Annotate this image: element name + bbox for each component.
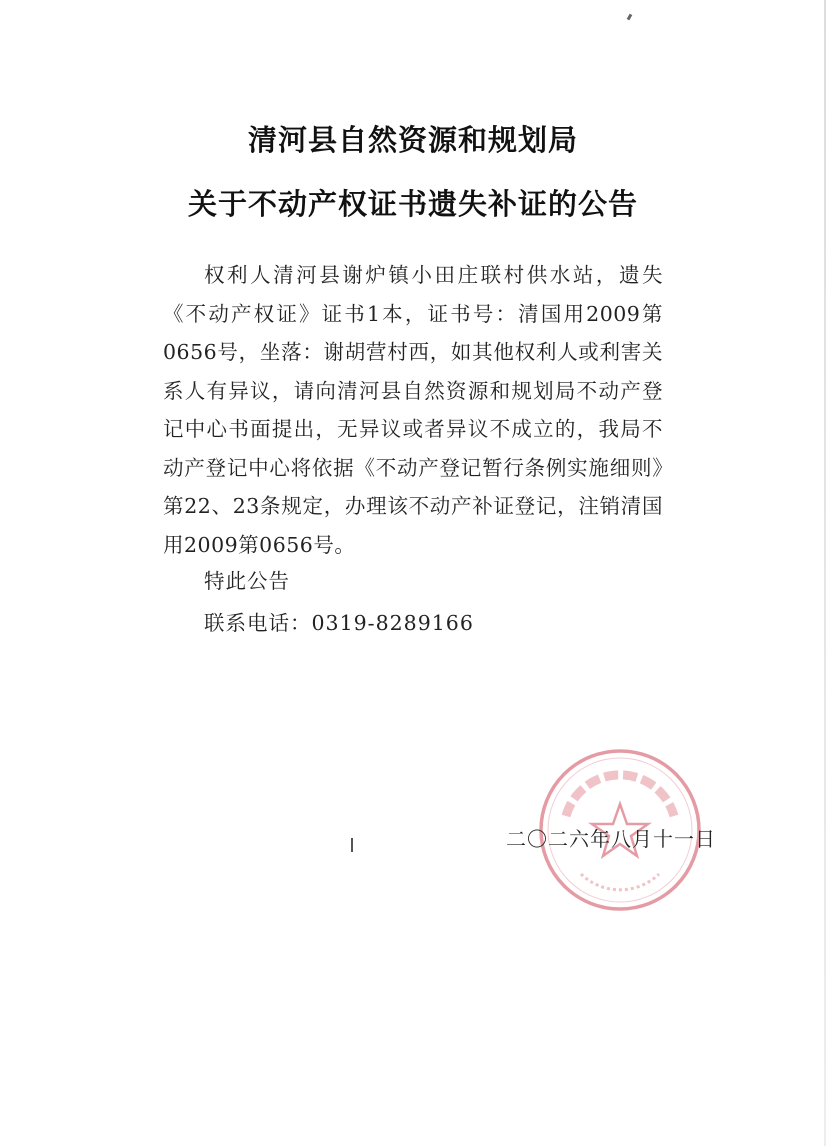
- notice-title: 关于不动产权证书遗失补证的公告: [187, 187, 638, 221]
- closing-text: 特此公告: [204, 569, 290, 593]
- contact-phone: 0319-8289166: [311, 611, 474, 635]
- notice-body: 权利人清河县谢炉镇小田庄联村供水站，遗失《不动产权证》证书1本，证书号：清国用2009第0656号，坐落：谢胡营村西，如其他权利人或利害关系人有异议，请向清河县自然资源和规划局不动产登记中心书面提出，无异议或者异议不成立的，我局不动产登记中心将依据《不动产登记暂行条例实施细则》第22、23条规定，办理该不动产补证登记，注销清国用2009第0656号。: [163, 263, 663, 557]
- scan-mark: [627, 14, 633, 21]
- scan-mark: [351, 838, 353, 852]
- issuer-title: 清河县自然资源和规划局: [247, 123, 578, 157]
- contact-line: [204, 606, 474, 636]
- notice-date: 二〇二六年八月十一日: [506, 827, 716, 851]
- contact-label: 联系电话：: [204, 611, 312, 635]
